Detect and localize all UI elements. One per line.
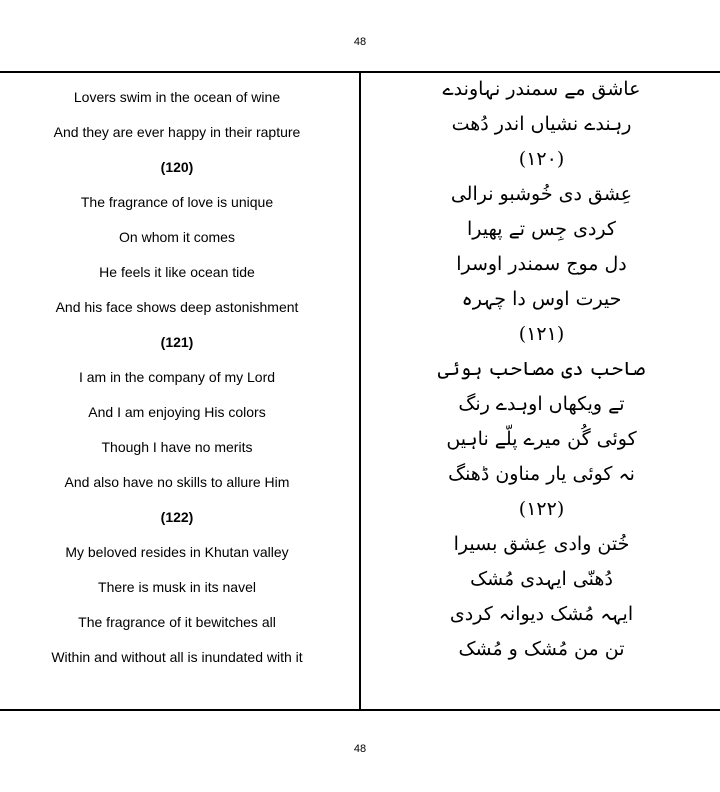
urdu-line: عاشق مے سمندر نہاوندے: [442, 78, 641, 100]
english-column: [0, 80, 354, 675]
english-line: Within and without all is inundated with it: [51, 649, 303, 665]
urdu-line: ایہہ مُشک دیوانہ کردی: [449, 603, 634, 625]
urdu-line: دُھنّی ایہدی مُشک: [470, 568, 613, 590]
urdu-verse-number: (۱۲۰): [518, 148, 565, 170]
urdu-line: رہندے نشیاں اندر دُھت: [451, 113, 632, 135]
urdu-line: حیرت اوس دا چہرہ: [461, 288, 622, 310]
bottom-rule: [0, 709, 720, 711]
english-line: Though I have no merits: [101, 439, 253, 455]
urdu-line: کردی جِس تے پھیرا: [467, 218, 616, 240]
english-line: He feels it like ocean tide: [99, 264, 255, 280]
page-number-bottom: 48: [353, 743, 367, 755]
english-line: On whom it comes: [119, 229, 235, 245]
english-line: And also have no skills to allure Him: [64, 474, 290, 490]
urdu-line: نہ کوئی یار مناون ڈھنگ: [448, 463, 635, 485]
urdu-verse-number: (۱۲۱): [518, 323, 565, 345]
urdu-line: خُتن وادی عِشق بسیرا: [453, 533, 630, 555]
english-line: The fragrance of it bewitches all: [78, 614, 276, 630]
english-line: My beloved resides in Khutan valley: [65, 544, 289, 560]
urdu-line: کوئی گُن میرے پلّے ناہیں: [446, 428, 637, 450]
english-line: The fragrance of love is unique: [80, 194, 274, 210]
urdu-line: تے ویکھاں اوہدے رنگ: [458, 393, 625, 415]
verse-number: (122): [160, 509, 194, 525]
verse-number: (120): [160, 159, 194, 175]
urdu-line: صاحب دی مصاحب ہوئی: [437, 358, 646, 380]
column-divider: [359, 72, 361, 710]
english-line: There is musk in its navel: [98, 579, 256, 595]
urdu-column: [363, 72, 720, 667]
urdu-line: دل موج سمندر اوسرا: [456, 253, 627, 275]
english-line: And I am enjoying His colors: [88, 404, 266, 420]
urdu-line: عِشق دی خُوشبو نرالی: [450, 183, 633, 205]
verse-number: (121): [160, 334, 194, 350]
english-line: And his face shows deep astonishment: [55, 299, 299, 315]
urdu-line: تن من مُشک و مُشک: [458, 638, 625, 660]
english-line: I am in the company of my Lord: [78, 369, 276, 385]
english-line: Lovers swim in the ocean of wine: [73, 89, 281, 105]
urdu-verse-number: (۱۲۲): [518, 498, 565, 520]
english-line: And they are ever happy in their rapture: [53, 124, 301, 140]
page-number-top: 48: [353, 36, 367, 48]
